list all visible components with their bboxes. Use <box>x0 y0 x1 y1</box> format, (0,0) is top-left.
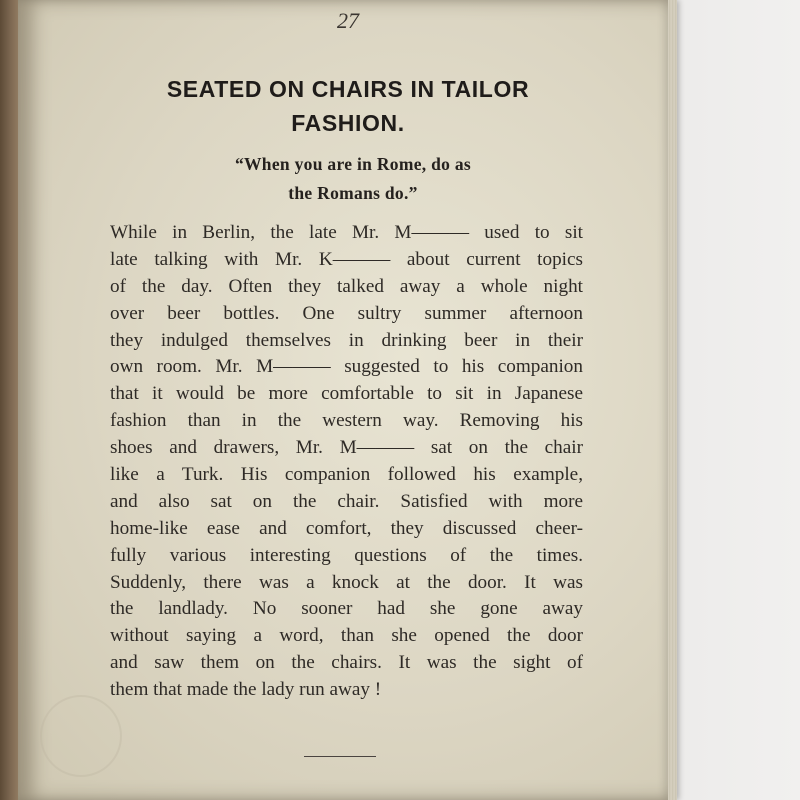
epigraph-line-2: the Romans do.” <box>288 183 418 203</box>
end-rule <box>304 756 376 757</box>
text-line: own room. Mr. M——— suggested to his companion <box>110 356 583 378</box>
epigraph-line-1: “When you are in Rome, do as <box>234 154 472 174</box>
epigraph <box>158 150 548 208</box>
text-line: and also sat on the chair. Satisfied with more <box>110 490 583 512</box>
text-line: the landlady. No sooner had she gone away <box>110 598 583 620</box>
text-line: and saw them on the chairs. It was the sight of <box>110 652 583 674</box>
page-number: 27 <box>337 8 359 33</box>
text-line: they indulged themselves in drinking beer in their <box>110 329 583 351</box>
text-line: late talking with Mr. K——— about current topics <box>110 248 583 270</box>
title-line-1: SEATED ON CHAIRS IN TAILOR <box>166 76 530 102</box>
body-text <box>110 220 583 704</box>
text-line: without saying a word, than she opened the door <box>110 625 583 647</box>
text-line: shoes and drawers, Mr. M——— sat on the chair <box>110 437 583 459</box>
text-line: fully various interesting questions of the times. <box>110 544 583 566</box>
text-line: Suddenly, there was a knock at the door. It was <box>110 571 583 593</box>
text-line: of the day. Often they talked away a whole night <box>110 275 583 297</box>
text-line: While in Berlin, the late Mr. M——— used to sit <box>110 222 583 243</box>
chapter-title <box>138 72 558 140</box>
text-line: like a Turk. His companion followed his example, <box>110 464 583 486</box>
text-line: that it would be more comfortable to sit in Japanese <box>110 383 583 405</box>
title-line-2: FASHION. <box>291 110 405 136</box>
book-page <box>18 0 668 800</box>
text-line: over beer bottles. One sultry summer afternoon <box>110 302 583 324</box>
text-line: fashion than in the western way. Removing his <box>110 410 583 432</box>
text-line: them that made the lady run away ! <box>110 679 382 701</box>
faint-stamp <box>40 695 122 777</box>
text-line: home-like ease and comfort, they discussed cheer- <box>110 517 583 539</box>
